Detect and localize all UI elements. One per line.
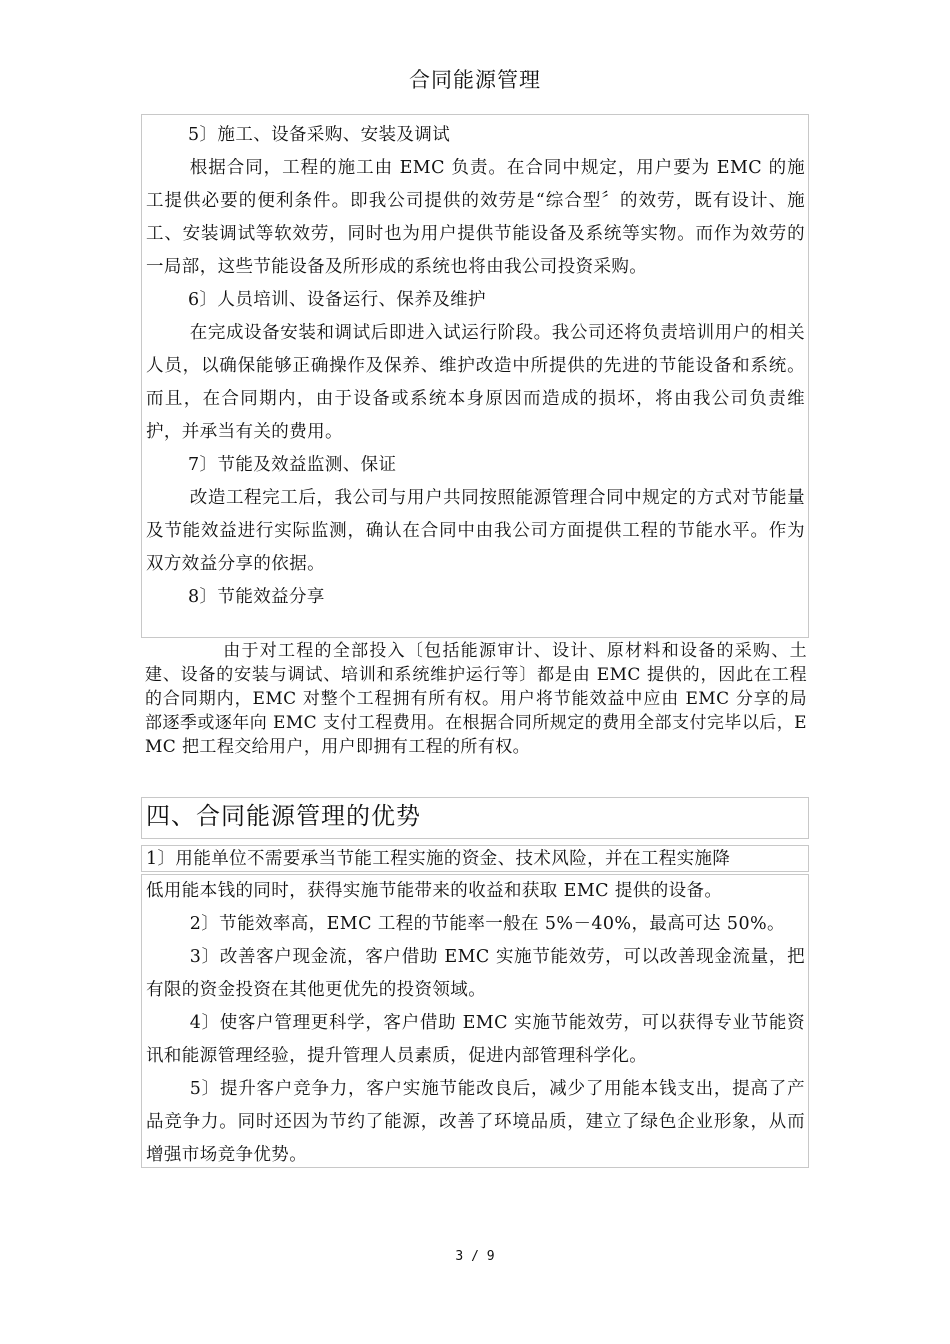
section-heading-box [141,797,809,839]
advantage-4: 4〕使客户管理更科学，客户借助 EMC 实施节能效劳，可以获得专业节能资讯和能源管理经验，提升管理人员素质，促进内部管理科学化。 [146,1013,805,1066]
advantage-5: 5〕提升客户竞争力，客户实施节能改良后，减少了用能本钱支出，提高了产品竞争力。同时还因为节约了能源，改善了环境品质，建立了绿色企业形象，从而增强市场竞争优势。 [146,1079,805,1165]
item-6-paragraph: 在完成设备安装和调试后即进入试运行阶段。我公司还将负责培训用户的相关人员，以确保能够正确操作及保养、维护改造中所提供的先进的节能设备和系统。而且，在合同期内，由于设备或系统本身原因而造成的损坏，将由我公司负责维护，并承当有关的费用。 [146,323,805,442]
item-8-paragraph: 由于对工程的全部投入〔包括能源审计、设计、原材料和设备的采购、土建、设备的安装与调试、培训和系统维护运行等〕都是由 EMC 提供的，因此在工程的合同期内，EMC 对整个工程拥有所有权。用户将节能效益中应由 EMC 分享的局部逐季或逐年向 EMC 支付工程费用。在根据合同所规定的费用全部支付完毕以后，EMC 把工程交给用户，用户即拥有工程的所有权。 [145,641,807,757]
item-7-heading: 7〕节能及效益监测、保证 [188,455,397,475]
advantage-1-line-2: 低用能本钱的同时，获得实施节能带来的收益和获取 EMC 提供的设备。 [146,881,723,901]
item-6-heading: 6〕人员培训、设备运行、保养及维护 [188,290,486,310]
advantage-1-line-1: 1〕用能单位不需要承当节能工程实施的资金、技术风险，并在工程实施降 [146,849,731,869]
benefit-sharing-block [145,639,807,759]
item-5-heading: 5〕施工、设备采购、安装及调试 [188,125,451,145]
section-heading: 四、合同能源管理的优势 [146,802,421,830]
advantage-2: 2〕节能效率高，EMC 工程的节能率一般在 5%－40%，最高可达 50%。 [189,914,785,934]
page-header-title: 合同能源管理 [409,68,541,92]
advantages-box [141,874,809,1168]
item-8-heading: 8〕节能效益分享 [188,587,325,607]
section-box-implementation [141,114,809,638]
advantage-1-first-line-box [141,845,809,872]
item-5-paragraph: 根据合同，工程的施工由 EMC 负责。在合同中规定，用户要为 EMC 的施工提供必要的便利条件。即我公司提供的效劳是“综合型〞的效劳，既有设计、施工、安装调试等软效劳，同时也为用户提供节能设备及系统等实物。而作为效劳的一局部，这些节能设备及所形成的系统也将由我公司投资采购。 [146,158,805,277]
advantage-3: 3〕改善客户现金流，客户借助 EMC 实施节能效劳，可以改善现金流量，把有限的资金投资在其他更优先的投资领域。 [146,947,805,1000]
page-number: 3 / 9 [455,1249,495,1264]
item-7-paragraph: 改造工程完工后，我公司与用户共同按照能源管理合同中规定的方式对节能量及节能效益进行实际监测，确认在合同中由我公司方面提供工程的节能水平。作为双方效益分享的依据。 [146,488,805,574]
